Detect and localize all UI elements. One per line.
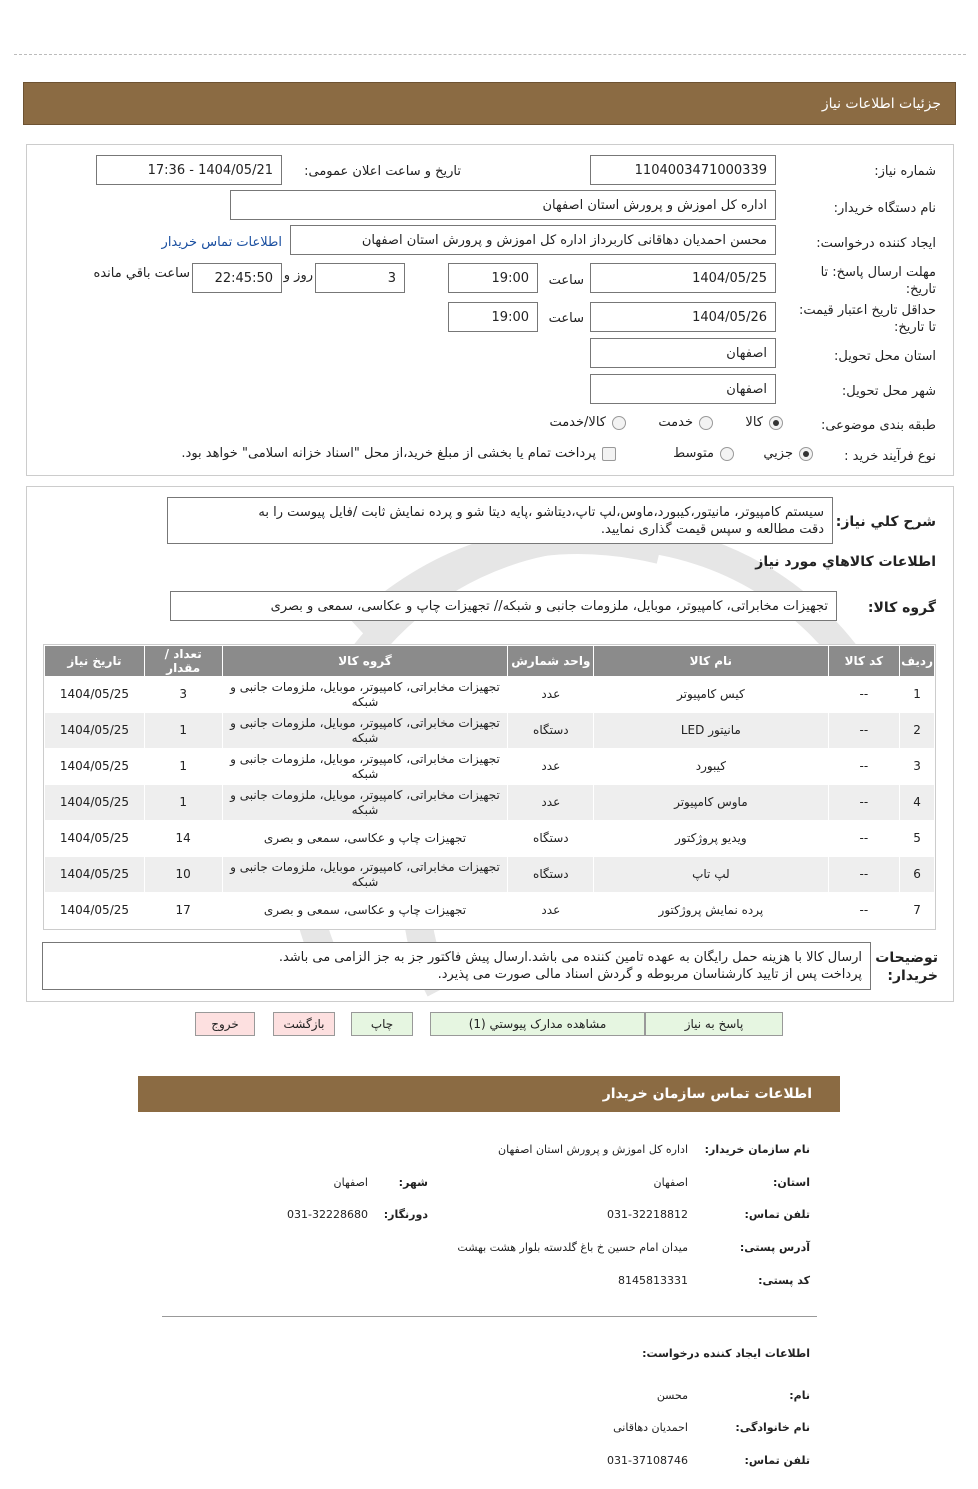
name-label: نام: (789, 1389, 810, 1402)
col-header-code: کد کالا (828, 646, 900, 677)
print-button[interactable]: چاپ (351, 1012, 413, 1036)
radio-icon[interactable] (612, 416, 626, 430)
phone-label: تلفن تماس: (744, 1208, 810, 1221)
category-option-label: کالا (745, 415, 763, 430)
category-option-label: خدمت (658, 415, 693, 430)
cell-unit: عدد (508, 749, 594, 785)
goods-table-wrapper (43, 644, 936, 930)
cell-index: 2 (900, 713, 935, 749)
goods-group-label: گروه کالا: (867, 600, 936, 616)
cell-code: -- (828, 749, 900, 785)
table-row (45, 821, 935, 857)
category-label: طبقه بندی موضوعی: (820, 418, 936, 433)
notes-line-2: پرداخت پس از تایید کارشناسان مربوطه و گردش اسناد مالی صورت می پذیرد. (437, 967, 862, 982)
org-value: اداره کل اموزش و پرورش استان اصفهان (498, 1143, 688, 1156)
top-divider (14, 54, 966, 55)
cell-unit: عدد (508, 785, 594, 821)
deadline-time-label: ساعت (548, 273, 584, 288)
process-radio-medium[interactable] (673, 446, 734, 461)
deadline-date-field: 1404/05/25 (590, 263, 776, 293)
announce-field: 1404/05/21 - 17:36 (96, 155, 282, 185)
days-label: روز و (283, 268, 313, 283)
table-row (45, 713, 935, 749)
validity-time-field: 19:00 (448, 302, 538, 332)
radio-icon[interactable] (769, 416, 783, 430)
contact-title: اطلاعات تماس سازمان خریدار (602, 1086, 812, 1102)
page-header (23, 82, 956, 125)
validity-label-2: تا تاریخ: (894, 320, 936, 335)
buyer-contact-link[interactable]: اطلاعات تماس خریدار (161, 235, 282, 250)
fax-label: دورنگار: (383, 1208, 428, 1221)
validity-time-label: ساعت (548, 311, 584, 326)
creator-phone-label: تلفن تماس: (744, 1454, 810, 1467)
creator-label: ایجاد کننده درخواست: (816, 236, 936, 251)
process-option-label: جزيي (763, 446, 793, 461)
cell-unit: دستگاه (508, 857, 594, 893)
cell-code: -- (828, 677, 900, 713)
treasury-text: پرداخت تمام یا بخشی از مبلغ خرید،از محل "اسناد خزانه اسلامی" خواهد بود. (181, 446, 596, 461)
fax-value: 031-32228680 (287, 1208, 368, 1221)
cell-name: کیبورد (594, 749, 828, 785)
cell-code: -- (828, 713, 900, 749)
cell-unit: دستگاه (508, 713, 594, 749)
cell-date: 1404/05/25 (45, 857, 145, 893)
goods-group-field: تجهیزات مخابراتی، کامپیوتر، موبایل، ملزومات جانبی و شبکه// تجهیزات چاپ و عکاسی، سمعی و بصری (170, 591, 837, 621)
col-header-qty: تعداد / مقدار (144, 646, 222, 677)
table-header-row (45, 646, 935, 677)
cell-date: 1404/05/25 (45, 713, 145, 749)
city-value: اصفهان (333, 1176, 368, 1189)
cell-index: 3 (900, 749, 935, 785)
process-radio-minor[interactable] (763, 446, 813, 461)
validity-date-field: 1404/05/26 (590, 302, 776, 332)
cell-unit: عدد (508, 677, 594, 713)
contact-divider (162, 1316, 817, 1317)
cell-code: -- (828, 893, 900, 929)
cell-index: 5 (900, 821, 935, 857)
province-label: استان محل تحویل: (834, 349, 936, 364)
reply-button[interactable]: پاسخ به نیاز (645, 1012, 783, 1036)
cell-group: تجهیزات مخابراتی، کامپیوتر، موبایل، ملزومات جانبی و شبکه (222, 749, 508, 785)
process-option-label: متوسط (673, 446, 714, 461)
family-label: نام خانوادگی: (735, 1421, 810, 1434)
table-row (45, 785, 935, 821)
notes-line-1: ارسال کالا با هزینه حمل رایگان به عهده تامین کننده می باشد.ارسال پیش فاکتور جز به جز الزامی می باشد. (278, 950, 862, 965)
radio-icon[interactable] (799, 447, 813, 461)
cell-index: 6 (900, 857, 935, 893)
cell-index: 1 (900, 677, 935, 713)
contact-section-title (138, 1076, 840, 1112)
buyer-field: اداره کل اموزش و پرورش استان اصفهان (230, 190, 776, 220)
category-option-label: کالا/خدمت (549, 415, 606, 430)
city-label: شهر: (398, 1176, 428, 1189)
category-radio-both[interactable] (549, 415, 626, 430)
cell-group: تجهیزات مخابراتی، کامپیوتر، موبایل، ملزومات جانبی و شبکه (222, 713, 508, 749)
buyer-label: نام دستگاه خریدار: (833, 201, 936, 216)
col-header-index: ردیف (900, 646, 935, 677)
city-label: شهر محل تحویل: (841, 384, 936, 399)
name-value: محسن (656, 1389, 688, 1402)
address-label: آدرس پستی: (739, 1241, 810, 1254)
col-header-date: تاریخ نیاز (45, 646, 145, 677)
table-row (45, 893, 935, 929)
creator-phone-value: 031-37108746 (607, 1454, 688, 1467)
cell-index: 7 (900, 893, 935, 929)
address-value: میدان امام حسین خ باغ گلدسته بلوار هشت بهشت (457, 1241, 688, 1254)
cell-name: ویدیو پروژکتور (594, 821, 828, 857)
deadline-label-2: تاریخ: (905, 282, 936, 297)
description-label: شرح کلي نياز: (835, 514, 936, 530)
cell-date: 1404/05/25 (45, 749, 145, 785)
cell-name: پرده نمایش پروژکتور (594, 893, 828, 929)
cell-group: تجهیزات مخابراتی، کامپیوتر، موبایل، ملزومات جانبی و شبکه (222, 857, 508, 893)
days-field: 3 (315, 263, 405, 293)
phone-value: 031-32218812 (607, 1208, 688, 1221)
province-field: اصفهان (590, 338, 776, 368)
goods-table (44, 645, 935, 929)
table-row (45, 749, 935, 785)
cell-unit: دستگاه (508, 821, 594, 857)
postal-value: 8145813331 (618, 1274, 688, 1287)
deadline-label-1: مهلت ارسال پاسخ: تا (820, 265, 936, 280)
cell-qty: 17 (144, 893, 222, 929)
family-value: احمدیان دهاقانی (613, 1421, 688, 1434)
postal-label: کد پستی: (758, 1274, 810, 1287)
goods-title: اطلاعات کالاهاي مورد نياز (755, 554, 936, 570)
exit-button[interactable]: خروج (195, 1012, 255, 1036)
cell-name: لپ تاپ (594, 857, 828, 893)
cell-index: 4 (900, 785, 935, 821)
notes-box (42, 942, 871, 990)
back-button[interactable]: بازگشت (273, 1012, 335, 1036)
cell-date: 1404/05/25 (45, 821, 145, 857)
province-value: اصفهان (653, 1176, 688, 1189)
org-label: نام سازمان خریدار: (704, 1143, 810, 1156)
attachments-button[interactable]: مشاهده مدارک پیوستي (1) (430, 1012, 645, 1036)
notes-label-2: خریدار: (887, 968, 938, 984)
col-header-group: گروه کالا (222, 646, 508, 677)
radio-icon[interactable] (720, 447, 734, 461)
cell-qty: 1 (144, 785, 222, 821)
cell-name: کیس کامپیوتر (594, 677, 828, 713)
cell-group: تجهیزات مخابراتی، کامپیوتر، موبایل، ملزومات جانبی و شبکه (222, 677, 508, 713)
checkbox-icon[interactable] (602, 447, 616, 461)
cell-qty: 14 (144, 821, 222, 857)
cell-date: 1404/05/25 (45, 677, 145, 713)
table-row (45, 677, 935, 713)
cell-date: 1404/05/25 (45, 785, 145, 821)
remaining-label: ساعت باقي مانده (93, 266, 190, 281)
cell-group: تجهیزات مخابراتی، کامپیوتر، موبایل، ملزومات جانبی و شبکه (222, 785, 508, 821)
creator-info-title: اطلاعات ایجاد کننده درخواست: (642, 1347, 810, 1360)
notes-label-1: توضیحات (875, 950, 938, 966)
description-line-1: سیستم کامپیوتر، مانیتور،کیبورد،ماوس،لپ تاپ،دیتاشو ،پایه دیتا شو و پرده نمایش ثابت /فایل پیوست را به (258, 504, 824, 520)
province-label: استان: (773, 1176, 810, 1189)
cell-qty: 3 (144, 677, 222, 713)
validity-label-1: حداقل تاریخ اعتبار قیمت: (798, 303, 936, 318)
col-header-name: نام کالا (594, 646, 828, 677)
description-line-2: دقت مطالعه و سپس قیمت گذاری نمایید. (600, 521, 824, 537)
cell-qty: 1 (144, 713, 222, 749)
table-row (45, 857, 935, 893)
category-radio-service[interactable] (658, 415, 713, 430)
cell-qty: 1 (144, 749, 222, 785)
cell-code: -- (828, 857, 900, 893)
need-number-label: شماره نیاز: (874, 164, 936, 179)
cell-code: -- (828, 821, 900, 857)
cell-name: ماوس کامپیوتر (594, 785, 828, 821)
cell-code: -- (828, 785, 900, 821)
col-header-unit: واحد شمارش (508, 646, 594, 677)
creator-field: محسن احمدیان دهاقانی کاربرداز اداره کل اموزش و پرورش استان اصفهان (290, 225, 776, 255)
process-label: نوع فرآیند خرید : (844, 449, 936, 464)
need-number-field: 1104003471000339 (590, 155, 776, 185)
announce-label: تاریخ و ساعت اعلان عمومی: (304, 164, 461, 179)
treasury-checkbox-row[interactable] (181, 446, 616, 461)
category-radio-goods[interactable] (745, 415, 783, 430)
cell-qty: 10 (144, 857, 222, 893)
description-box (167, 497, 833, 544)
radio-icon[interactable] (699, 416, 713, 430)
cell-date: 1404/05/25 (45, 893, 145, 929)
city-field: اصفهان (590, 374, 776, 404)
cell-name: مانیتور LED (594, 713, 828, 749)
page-title: جزئیات اطلاعات نیاز (821, 95, 941, 112)
cell-group: تجهیزات چاپ و عکاسی، سمعی و بصری (222, 893, 508, 929)
deadline-time-field: 19:00 (448, 263, 538, 293)
cell-group: تجهیزات چاپ و عکاسی، سمعی و بصری (222, 821, 508, 857)
cell-unit: عدد (508, 893, 594, 929)
remaining-field: 22:45:50 (192, 263, 282, 293)
